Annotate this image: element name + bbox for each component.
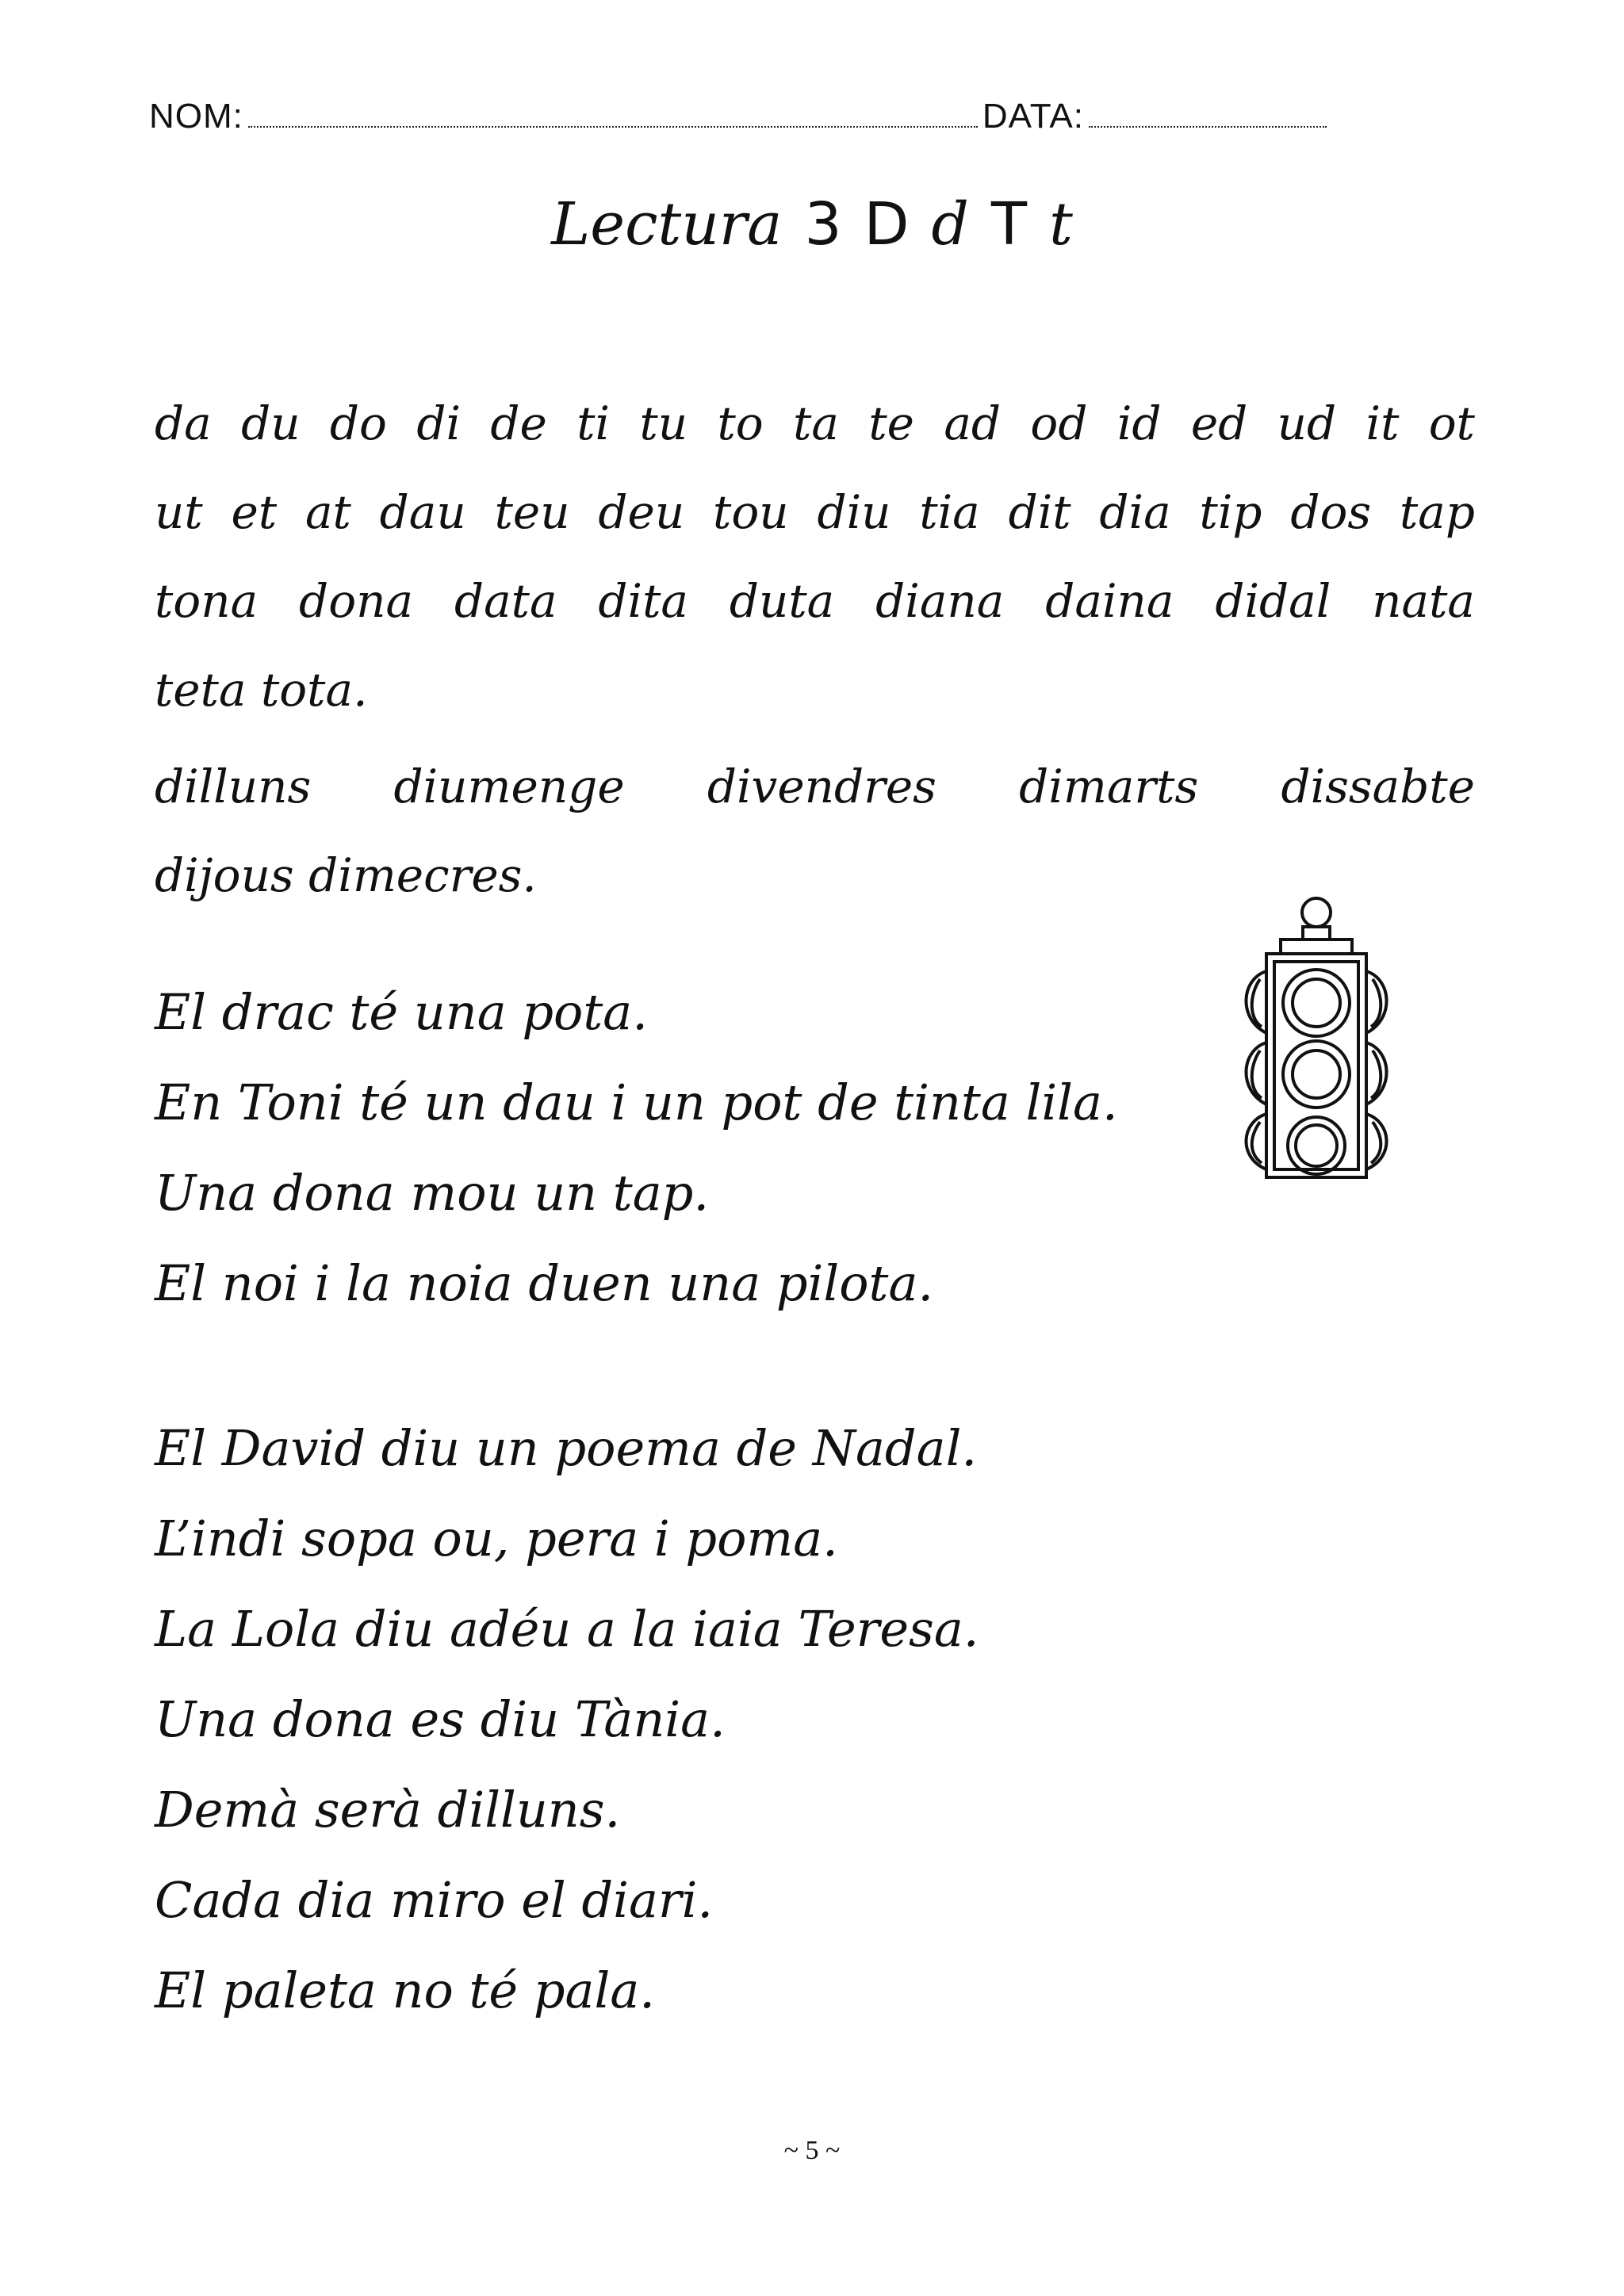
date-label: DATA: (982, 97, 1084, 136)
page-number: ~ 5 ~ (783, 2136, 841, 2165)
sentence-6: L’indi sopa ou, pera i poma. (155, 1510, 838, 1567)
syllable-line-2: ut et at dau teu deu tou diu tia dit dia tip dos tap (155, 485, 1475, 539)
sentence-5: El David diu un poema de Nadal. (155, 1419, 978, 1477)
sentence-10: Cada dia miro el diari. (155, 1871, 714, 1929)
sentence-3: Una dona mou un tap. (155, 1164, 710, 1222)
title-letter-t: t (1049, 190, 1073, 258)
date-blank-line[interactable] (1089, 126, 1327, 128)
sentence-4: El noi i la noia duen una pilota. (155, 1254, 934, 1312)
sentence-1: El drac té una pota. (155, 983, 648, 1041)
weekdays-line-1: dilluns diumenge divendres dimarts dissabte (155, 760, 1475, 813)
sentence-7: La Lola diu adéu a la iaia Teresa. (155, 1600, 979, 1658)
sentence-9: Demà serà dilluns. (155, 1781, 621, 1839)
title-number: 3 (804, 190, 842, 258)
title-letter-T: T (990, 190, 1028, 258)
title-letter-d: d (931, 190, 969, 258)
weekdays-line-2: dijous dimecres. (155, 848, 537, 902)
sentence-8: Una dona es diu Tània. (155, 1690, 726, 1748)
sentence-11: El paleta no té pala. (155, 1961, 655, 2019)
syllable-line-4: teta tota. (155, 663, 368, 717)
syllable-line-3: tona dona data dita duta diana daina didal nata (155, 574, 1475, 628)
name-label: NOM: (149, 97, 243, 136)
traffic-light-icon (1233, 892, 1400, 1185)
sentence-2: En Toni té un dau i un pot de tinta lila. (155, 1073, 1118, 1131)
syllable-line-1: da du do di de ti tu to ta te ad od id ed ud it ot (155, 396, 1475, 450)
name-blank-line[interactable] (248, 126, 978, 128)
name-date-header (149, 97, 1331, 136)
title-letter-D: D (864, 190, 910, 258)
title-word: Lectura (551, 190, 783, 258)
page-title (0, 190, 1624, 258)
